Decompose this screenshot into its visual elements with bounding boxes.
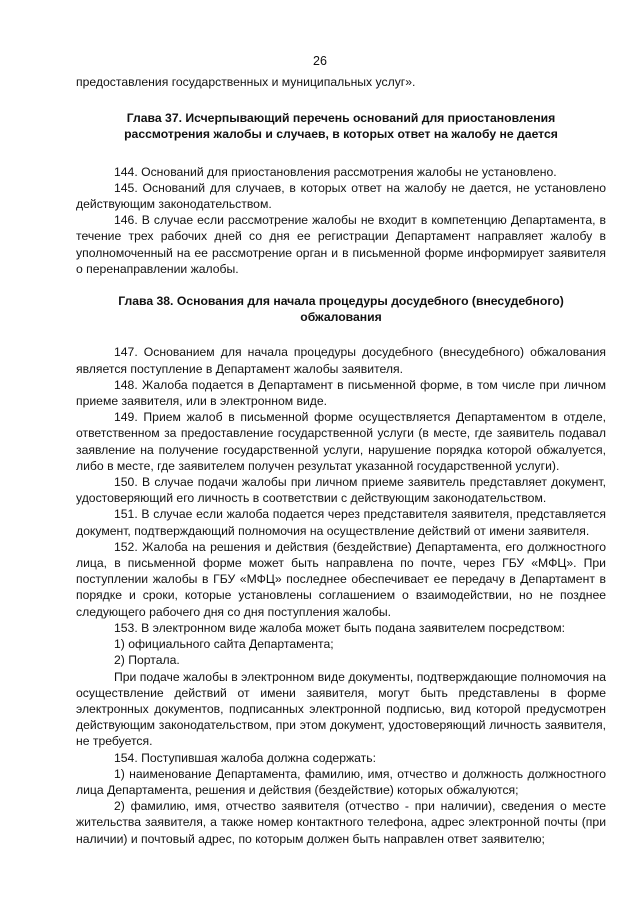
paragraph-146: 146. В случае если рассмотрение жалобы не входит в компетенцию Департамента, в течение трех рабочих дней со дня ее регистрации Департамент направляет жалобу в уполномоченный на ее рассмотрение орган и в письменной форме информирует заявителя о перенаправлении жалобы.: [76, 213, 606, 276]
paragraph-145: 145. Оснований для случаев, в которых ответ на жалобу не дается, не установлено действующим законодательством.: [76, 180, 606, 212]
paragraph-154-item-2: 2) фамилию, имя, отчество заявителя (отчество - при наличии), сведения о месте жительства заявителя, а также номер контактного телефона, адрес электронной почты (при наличии) и почтовый адрес, по которым должен быть направлен ответ заявителю;: [76, 799, 606, 846]
chapter-37-title: Глава 37. Исчерпывающий перечень оснований для приостановления рассмотрения жалобы и случаев, в которых ответ на жалобу не дается: [124, 111, 558, 142]
paragraph-152: 152. Жалоба на решения и действия (бездействие) Департамента, его должностного лица, в письменной форме может быть направлена по почте, через ГБУ «МФЦ». При поступлении жалобы в ГБУ «МФЦ» последнее обеспечивает ее передачу в Департамент в порядке и сроки, которые установлены соглашением о взаимодействии, но не позднее следующего рабочего дня со дня поступления жалобы.: [76, 539, 606, 619]
chapter-38-title: Глава 38. Основания для начала процедуры досудебного (внесудебного) обжалования: [118, 294, 564, 325]
paragraph-149: 149. Прием жалоб в письменной форме осуществляется Департаментом в отделе, ответственном за предоставление государственной услуги (в месте, где заявитель подавал заявление на получение государственной услуги, нарушение порядка которой обжалуется, либо в месте, где заявителем получен результат указанной государственной услуги).: [76, 410, 606, 473]
paragraph-151: 151. В случае если жалоба подается через представителя заявителя, представляется документ, подтверждающий полномочия на осуществление действий от имени заявителя.: [76, 507, 606, 538]
paragraph-153-note: При подаче жалобы в электронном виде документы, подтверждающие полномочия на осуществление действий от имени заявителя, могут быть представлены в форме электронных документов, подписанных электронной подписью, вид которой предусмотрен действующим законодательством, при этом документ, удостоверяющий личность заявителя, не требуется.: [76, 669, 606, 749]
paragraph-153: 153. В электронном виде жалоба может быть подана заявителем посредством:: [114, 620, 566, 635]
paragraph-144: 144. Оснований для приостановления рассмотрения жалобы не установлено.: [114, 164, 557, 179]
document-body: [76, 74, 606, 847]
paragraph-153-item-2: 2) Портала.: [114, 653, 180, 668]
paragraph-154-item-1: 1) наименование Департамента, фамилию, имя, отчество и должность должностного лица Департамента, решения и действия (бездействие) которых обжалуются;: [76, 766, 606, 797]
paragraph-150: 150. В случае подачи жалобы при личном приеме заявитель представляет документ, удостоверяющий его личность в соответствии с действующим законодательством.: [76, 475, 606, 506]
page-number: 26: [313, 54, 327, 68]
paragraph-147: 147. Основанием для начала процедуры досудебного (внесудебного) обжалования является поступление в Департамент жалобы заявителя.: [76, 345, 606, 376]
paragraph-154: 154. Поступившая жалоба должна содержать:: [114, 750, 376, 765]
paragraph-148: 148. Жалоба подается в Департамент в письменной форме, в том числе при личном приеме заявителя, или в электронном виде.: [76, 377, 606, 409]
intro-line: предоставления государственных и муниципальных услуг».: [76, 75, 416, 89]
paragraph-153-item-1: 1) официального сайта Департамента;: [114, 637, 334, 652]
